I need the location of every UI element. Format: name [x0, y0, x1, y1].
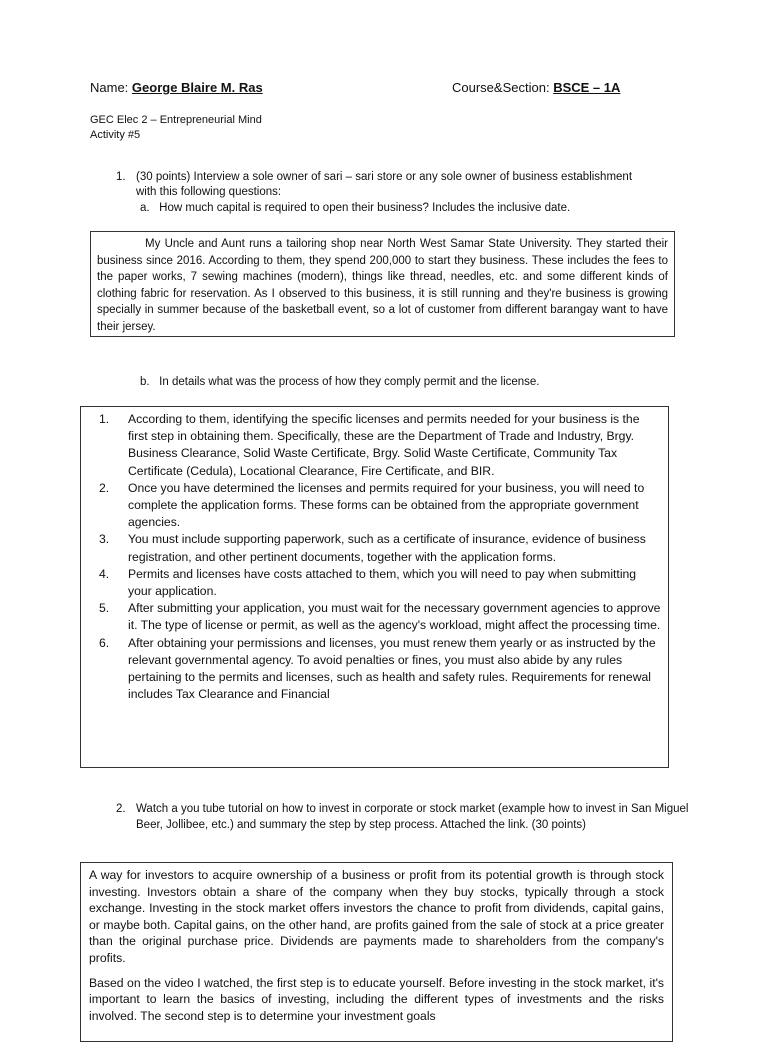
question-1-number: 1.: [116, 171, 126, 183]
list-item-text: Once you have determined the licenses and permits required for your business, you will need to complete the application forms. These forms can be obtained from the appropriate government agencies.: [128, 480, 645, 530]
list-item-text: Permits and licenses have costs attached to them, which you will need to pay when submitting your application.: [128, 566, 637, 599]
permit-steps-list: [87, 411, 662, 703]
answer-1a-box: [90, 231, 675, 337]
course-section-value: BSCE – 1A: [553, 80, 621, 95]
answer-2-paragraph-2: Based on the video I watched, the first step is to educate yourself. Before investing in the stock market, it's important to learn the basics of investing, including the different types of investments and the risks involved. The second step is to determine your investment goals: [89, 975, 664, 1023]
course-section-field: [452, 80, 620, 95]
list-item-number: 6.: [99, 635, 110, 650]
name-label: Name:: [90, 80, 129, 95]
question-2: [116, 801, 706, 833]
course-label: Course&Section:: [452, 80, 550, 95]
list-item: [87, 635, 662, 704]
name-field: [90, 80, 263, 95]
list-item-text: After submitting your application, you must wait for the necessary government agencies to approve it. The type of license or permit, as well as the agency's workload, might affect the processing time.: [128, 601, 661, 633]
list-item: [87, 531, 662, 565]
list-item: [87, 566, 662, 600]
list-item: [87, 411, 662, 480]
list-item: [87, 600, 662, 634]
list-item-number: 3.: [99, 532, 110, 547]
list-item-number: 1.: [99, 412, 110, 426]
list-item-text: You must include supporting paperwork, such as a certificate of insurance, evidence of business registration, and other pertinent documents, together with the application forms.: [128, 532, 646, 564]
question-2-prompt: Watch a you tube tutorial on how to invest in corporate or stock market (example how to invest in San Miguel Beer, Jollibee, etc.) and summary the step by step process. Attached the link. (30 points): [136, 803, 689, 831]
question-1b-prompt: b. In details what was the process of how they comply permit and the license.: [140, 376, 540, 388]
list-item-number: 4.: [99, 566, 110, 581]
answer-1a-text: My Uncle and Aunt runs a tailoring shop near North West Samar State University. They started their business since 2016. According to them, they spend 200,000 to start they business. These includes the fees to the paper works, 7 sewing machines (modern), things like thread, needles, etc. and some different kinds of clothing fabric for reservation. As I observed to this business, it is still running and they're business is growing specially in summer because of the basketball event, so a lot of customer from different barangay want to have their jersey.: [97, 238, 668, 333]
answer-2-paragraph-1: A way for investors to acquire ownership of a business or profit from its potential growth is through stock investing. Investors obtain a share of the company when they buy stocks, typically through a stock exchange. Investing in the stock market offers investors the chance to profit from dividends, capital gains, or maybe both. Capital gains, on the other hand, are profits gained from the sale of stock at a price greater than the original purchase price. Dividends are payments made to shareholders from the company's profits.: [89, 868, 664, 965]
list-item: [87, 480, 662, 532]
question-1: [116, 170, 636, 200]
list-item-text: According to them, identifying the specific licenses and permits needed for your business is the first step in obtaining them. Specifically, these are the Department of Trade and Industry, Brgy. Business Clearance, Solid Waste Certificate, Brgy. Solid Waste Certificate, Community Tax Certificate (Cedula), Locational Clearance, Fire Certificate, and BIR.: [128, 412, 640, 478]
question-2-number: 2.: [116, 803, 126, 815]
subject-title: GEC Elec 2 – Entrepreneurial Mind: [90, 114, 262, 126]
list-item-number: 5.: [99, 601, 110, 616]
activity-title: Activity #5: [90, 129, 141, 141]
answer-2-box: [80, 862, 673, 1042]
list-item-number: 2.: [99, 480, 110, 495]
question-1a-prompt: a. How much capital is required to open their business? Includes the inclusive date.: [140, 202, 571, 214]
student-name: George Blaire M. Ras: [131, 80, 263, 95]
list-item-text: After obtaining your permissions and licenses, you must renew them yearly or as instructed by the relevant governmental agency. To avoid penalties or fines, you must also abide by any rules pertaining to the permits and licenses, such as health and safety rules. Requirements for renewal includes Tax Clearance and Financial: [128, 635, 656, 702]
question-1-prompt: (30 points) Interview a sole owner of sari – sari store or any sole owner of business establishment with this following questions:: [136, 171, 633, 198]
answer-1b-box: [80, 406, 669, 768]
